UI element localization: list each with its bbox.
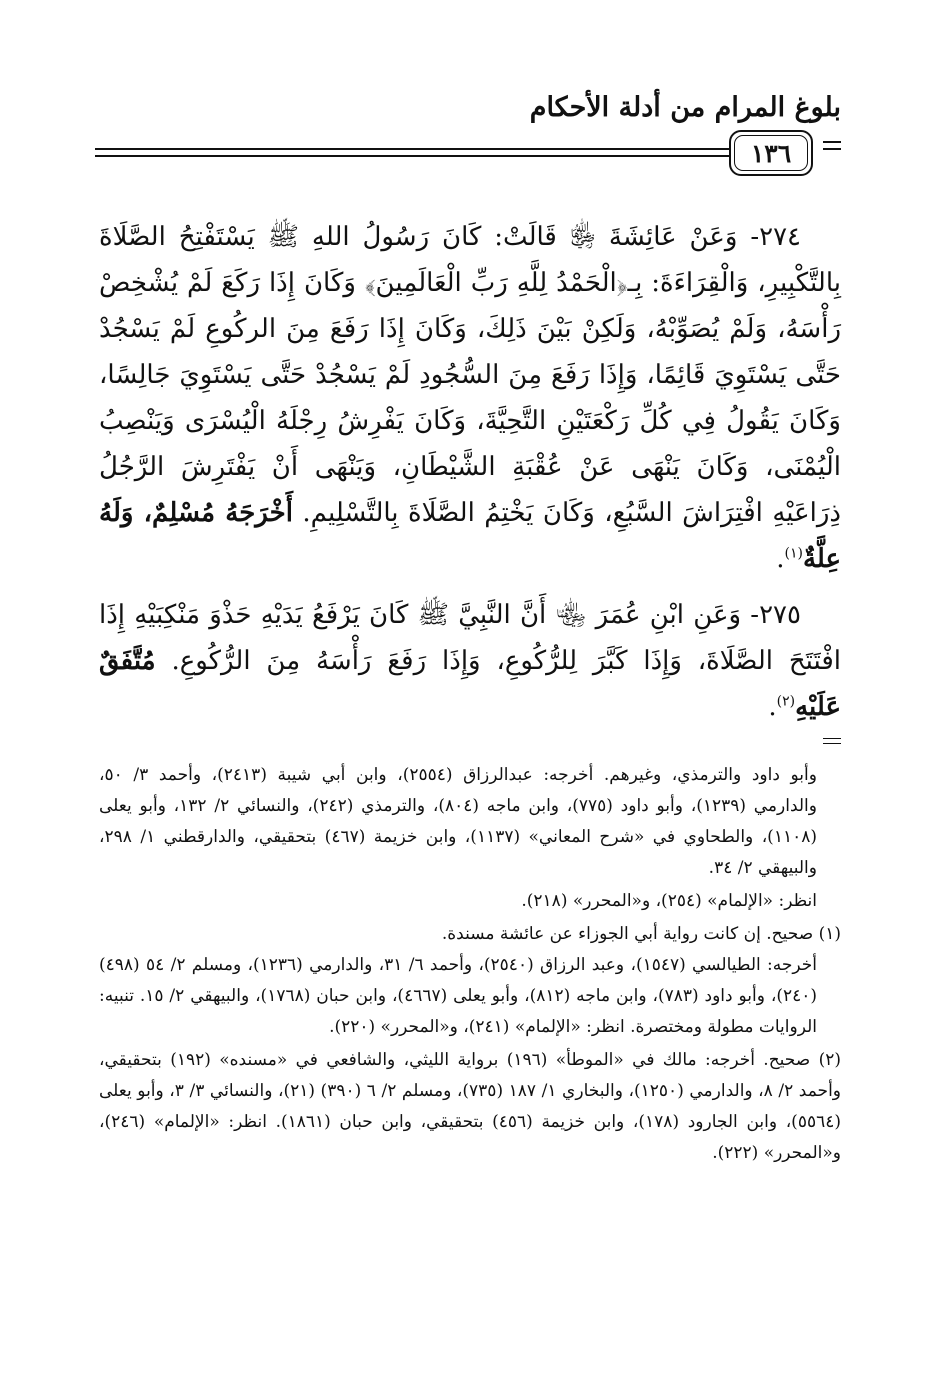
hadith-takhrij: مُتَّفَقٌ عَلَيْهِ: [99, 646, 841, 722]
hadith-number: ٢٧٥-: [750, 600, 801, 630]
footnote-1-head: (١) صحيح. إن كانت رواية أبي الجوزاء عن عائشة مسندة.: [441, 924, 841, 944]
footnote-ref[interactable]: (١): [784, 545, 803, 562]
footnote-continuation-refs: انظر: «الإلمام» (٢٥٤)، و«المحرر» (٢١٨).: [521, 891, 817, 911]
hadith-275: [99, 592, 841, 730]
hadith-text: وَعَنْ عَائِشَةَ ﵂ قَالَتْ: كَانَ رَسُولُ اللهِ ﷺ يَسْتَفْتِحُ الصَّلَاةَ بِالتَّكْبِيرِ، وَالْقِرَاءَةَ: بِـ﴿الْحَمْدُ لِلَّهِ رَبِّ الْعَالَمِينَ﴾ وَكَانَ إِذَا رَكَعَ لَمْ يُشْخِصْ رَأْسَهُ، وَلَمْ يُصَوِّبْهُ، وَلَكِنْ بَيْنَ ذَلِكَ، وَكَانَ إِذَا رَفَعَ مِنَ الركُوعِ لَمْ يَسْجُدْ حَتَّى يَسْتَوِيَ قَائِمًا، وَإِذَا رَفَعَ مِنَ السُّجُودِ لَمْ يَسْجُدْ حَتَّى يَسْتَوِيَ جَالِسًا، وَكَانَ يَقُولُ فِي كُلِّ رَكْعَتَيْنِ التَّحِيَّةَ، وَكَانَ يَفْرِشُ رِجْلَهُ الْيُسْرَى وَيَنْصِبُ الْيُمْنَى، وَكَانَ يَنْهَى عَنْ عُقْبَةِ الشَّيْطَانِ، وَيَنْهَى أَنْ يَفْتَرِشَ الرَّجُلُ ذِرَاعَيْهِ افْتِرَاشَ السَّبُعِ، وَكَانَ يَخْتِمُ الصَّلَاةَ بِالتَّسْلِيمِ.: [99, 222, 842, 528]
footnote-ref[interactable]: (٢): [776, 693, 796, 710]
book-title: بلوغ المرام من أدلة الأحكام: [529, 92, 841, 123]
page-number-frame: [729, 130, 813, 176]
hadith-text: وَعَنِ ابْنِ عُمَرَ ﵄ أَنَّ النَّبِيَّ ﷺ كَانَ يَرْفَعُ يَدَيْهِ حَذْوَ مَنْكِبَيْهِ إِذَا افْتَتَحَ الصَّلَاةَ، وَإِذَا كَبَّرَ لِلرُّكُوعِ، وَإِذَا رَفَعَ رَأْسَهُ مِنَ الرُّكُوعِ.: [99, 600, 841, 676]
header-rule-bottom: [95, 155, 813, 157]
footnote-2-text: (٢) صحيح. أخرجه: مالك في «الموطأ» (١٩٦) برواية الليثي، والشافعي في «مسنده» (١٩٢) بتحقيقي، وأحمد ٢/ ٨، والدارمي (١٢٥٠)، والبخاري ١/ ١٨٧ (٧٣٥)، ومسلم ٢/ ٦ (٣٩٠) (٢١)، والنسائي ٣/ ٣، وأبو يعلى (٥٥٦٤)، وابن الجارود (١٧٨)، وابن خزيمة (٤٥٦) بتحقيقي، وابن حبان (١٨٦١). انظر: «الإلمام» (٢٤٦)، و«المحرر» (٢٢٢).: [99, 1050, 842, 1163]
main-text: [99, 214, 841, 740]
hadith-end: .: [776, 544, 785, 574]
footnote-2: [99, 1045, 841, 1169]
footnotes: [99, 760, 841, 1171]
page-number: ١٣٦: [750, 138, 792, 168]
footnote-continuation: وأبو داود والترمذي، وغيرهم. أخرجه: عبدالرزاق (٢٥٥٤)، وابن أبي شيبة (٢٤١٣)، وأحمد ٣/ ٥٠، والدارمي (١٢٣٩)، وأبو داود (٧٧٥)، وابن ماجه (٨٠٤)، والترمذي (٢٤٢)، والنسائي ٢/ ١٣٢، وأبو يعلى (١١٠٨)، والطحاوي في «شرح المعاني» (١١٣٧)، وابن خزيمة (٤٦٧) بتحقيقي، والدارقطني ١/ ٢٩٨، والبيهقي ٢/ ٣٤.: [99, 765, 817, 878]
header-rule-top: [95, 148, 813, 150]
hadith-takhrij: أَخْرَجَهُ مُسْلِمٌ، وَلَهُ عِلَّةٌ: [99, 498, 841, 574]
header-double-dash: [823, 141, 841, 155]
hadith-number: ٢٧٤-: [750, 222, 802, 252]
footnote-separator: [823, 738, 841, 748]
hadith-end: .: [768, 692, 777, 722]
hadith-274: [99, 214, 841, 582]
footnote-1-body: أخرجه: الطيالسي (١٥٤٧)، وعبد الرزاق (٢٥٤٠)، وأحمد ٦/ ٣١، والدارمي (١٢٣٦)، ومسلم ٢/ ٥٤ (٤٩٨) (٢٤٠)، وأبو داود (٧٨٣)، وابن ماجه (٨١٢)، وأبو يعلى (٤٦٦٧)، وابن حبان (١٧٦٨)، والبيهقي ٢/ ١٥. تنبيه: الروايات مطولة ومختصرة. انظر: «الإلمام» (٢٤١)، و«المحرر» (٢٢٠).: [99, 955, 818, 1037]
footnote-1: [99, 919, 841, 1043]
